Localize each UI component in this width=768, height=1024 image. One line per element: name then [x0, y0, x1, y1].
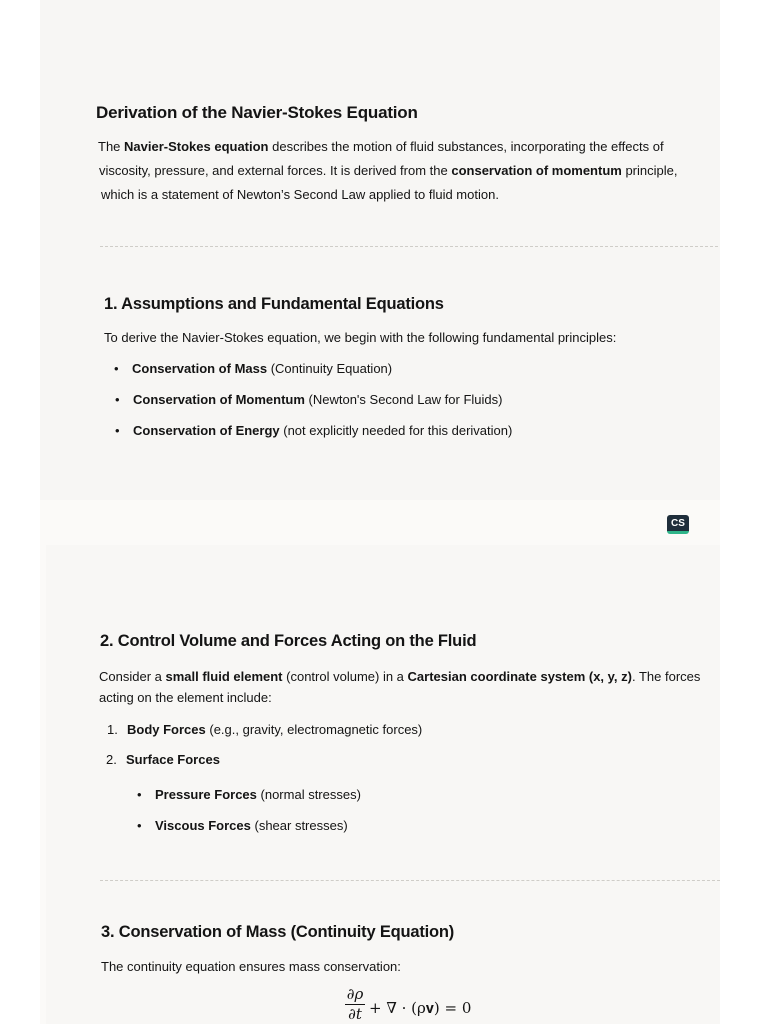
page-margin-left	[0, 0, 40, 1024]
page-margin-right	[720, 0, 768, 1024]
sub-list-item-term: Pressure Forces	[155, 787, 257, 802]
bullet-icon: •	[114, 361, 119, 376]
section-2-text: (control volume) in a	[282, 669, 408, 684]
intro-line-1	[98, 137, 664, 157]
intro-text: describes the motion of fluid substances, incorporating the effects of	[268, 139, 664, 154]
section-divider	[100, 246, 718, 247]
bullet-icon: •	[137, 787, 142, 802]
ordered-number: 2.	[106, 752, 117, 767]
section-2-line-1	[99, 667, 700, 687]
list-item	[115, 423, 513, 438]
intro-line-3: which is a statement of Newton’s Second Law applied to fluid motion.	[101, 187, 499, 202]
list-item-term: Conservation of Momentum	[133, 392, 305, 407]
document-title: Derivation of the Navier-Stokes Equation	[96, 103, 418, 122]
section-3-lead: The continuity equation ensures mass conservation:	[101, 959, 401, 974]
ordered-item	[106, 752, 220, 767]
section-3-heading: 3. Conservation of Mass (Continuity Equation)	[101, 923, 455, 941]
sub-list-item-text: (shear stresses)	[250, 818, 348, 833]
sub-list-item-term: Viscous Forces	[155, 818, 251, 833]
intro-text: principle,	[621, 163, 678, 178]
list-item-text: (not explicitly needed for this derivation)	[279, 423, 513, 438]
bullet-icon: •	[137, 818, 142, 833]
ordered-item	[107, 722, 423, 737]
camscanner-badge: CS	[667, 515, 689, 534]
equation-numerator: ∂ρ	[346, 985, 364, 1003]
ordered-number: 1.	[107, 722, 118, 737]
intro-text: The	[98, 139, 125, 154]
ordered-item-term: Surface Forces	[126, 752, 220, 767]
ordered-item-text: (e.g., gravity, electromagnetic forces)	[205, 722, 423, 737]
section-1-lead: To derive the Navier-Stokes equation, we begin with the following fundamental principles:	[104, 330, 617, 345]
list-item-term: Conservation of Energy	[133, 423, 280, 438]
list-item	[115, 392, 503, 407]
bullet-icon: •	[115, 423, 120, 438]
list-item-text: (Newton's Second Law for Fluids)	[304, 392, 503, 407]
intro-term-navier-stokes: Navier-Stokes equation	[124, 139, 269, 154]
equation-denominator: ∂t	[348, 1005, 362, 1023]
intro-term-conservation-momentum: conservation of momentum	[451, 163, 622, 178]
term-small-fluid-element: small fluid element	[165, 669, 283, 684]
sub-list-item-text: (normal stresses)	[256, 787, 361, 802]
list-item-term: Conservation of Mass	[132, 361, 268, 376]
section-divider	[100, 880, 720, 881]
ordered-item-term: Body Forces	[127, 722, 206, 737]
list-item	[114, 361, 393, 376]
section-2-line-2: acting on the element include:	[99, 690, 272, 705]
term-cartesian-system: Cartesian coordinate system (x, y, z)	[407, 669, 632, 684]
bullet-icon: •	[115, 392, 120, 407]
section-1-heading: 1. Assumptions and Fundamental Equations	[104, 295, 444, 313]
sub-list-item	[137, 818, 348, 833]
section-2-text: Consider a	[99, 669, 166, 684]
equation-fraction	[344, 984, 366, 1023]
section-2-heading: 2. Control Volume and Forces Acting on the Fluid	[100, 632, 477, 650]
section-2-text: . The forces	[631, 669, 701, 684]
page-panel-bottom	[46, 545, 722, 1024]
intro-line-2	[99, 161, 677, 181]
intro-text: viscosity, pressure, and external forces. It is derived from the	[99, 163, 452, 178]
list-item-text: (Continuity Equation)	[267, 361, 393, 376]
equation-rest: + ∇ · (ρ𝐯) = 0	[369, 999, 472, 1017]
sub-list-item	[137, 787, 361, 802]
